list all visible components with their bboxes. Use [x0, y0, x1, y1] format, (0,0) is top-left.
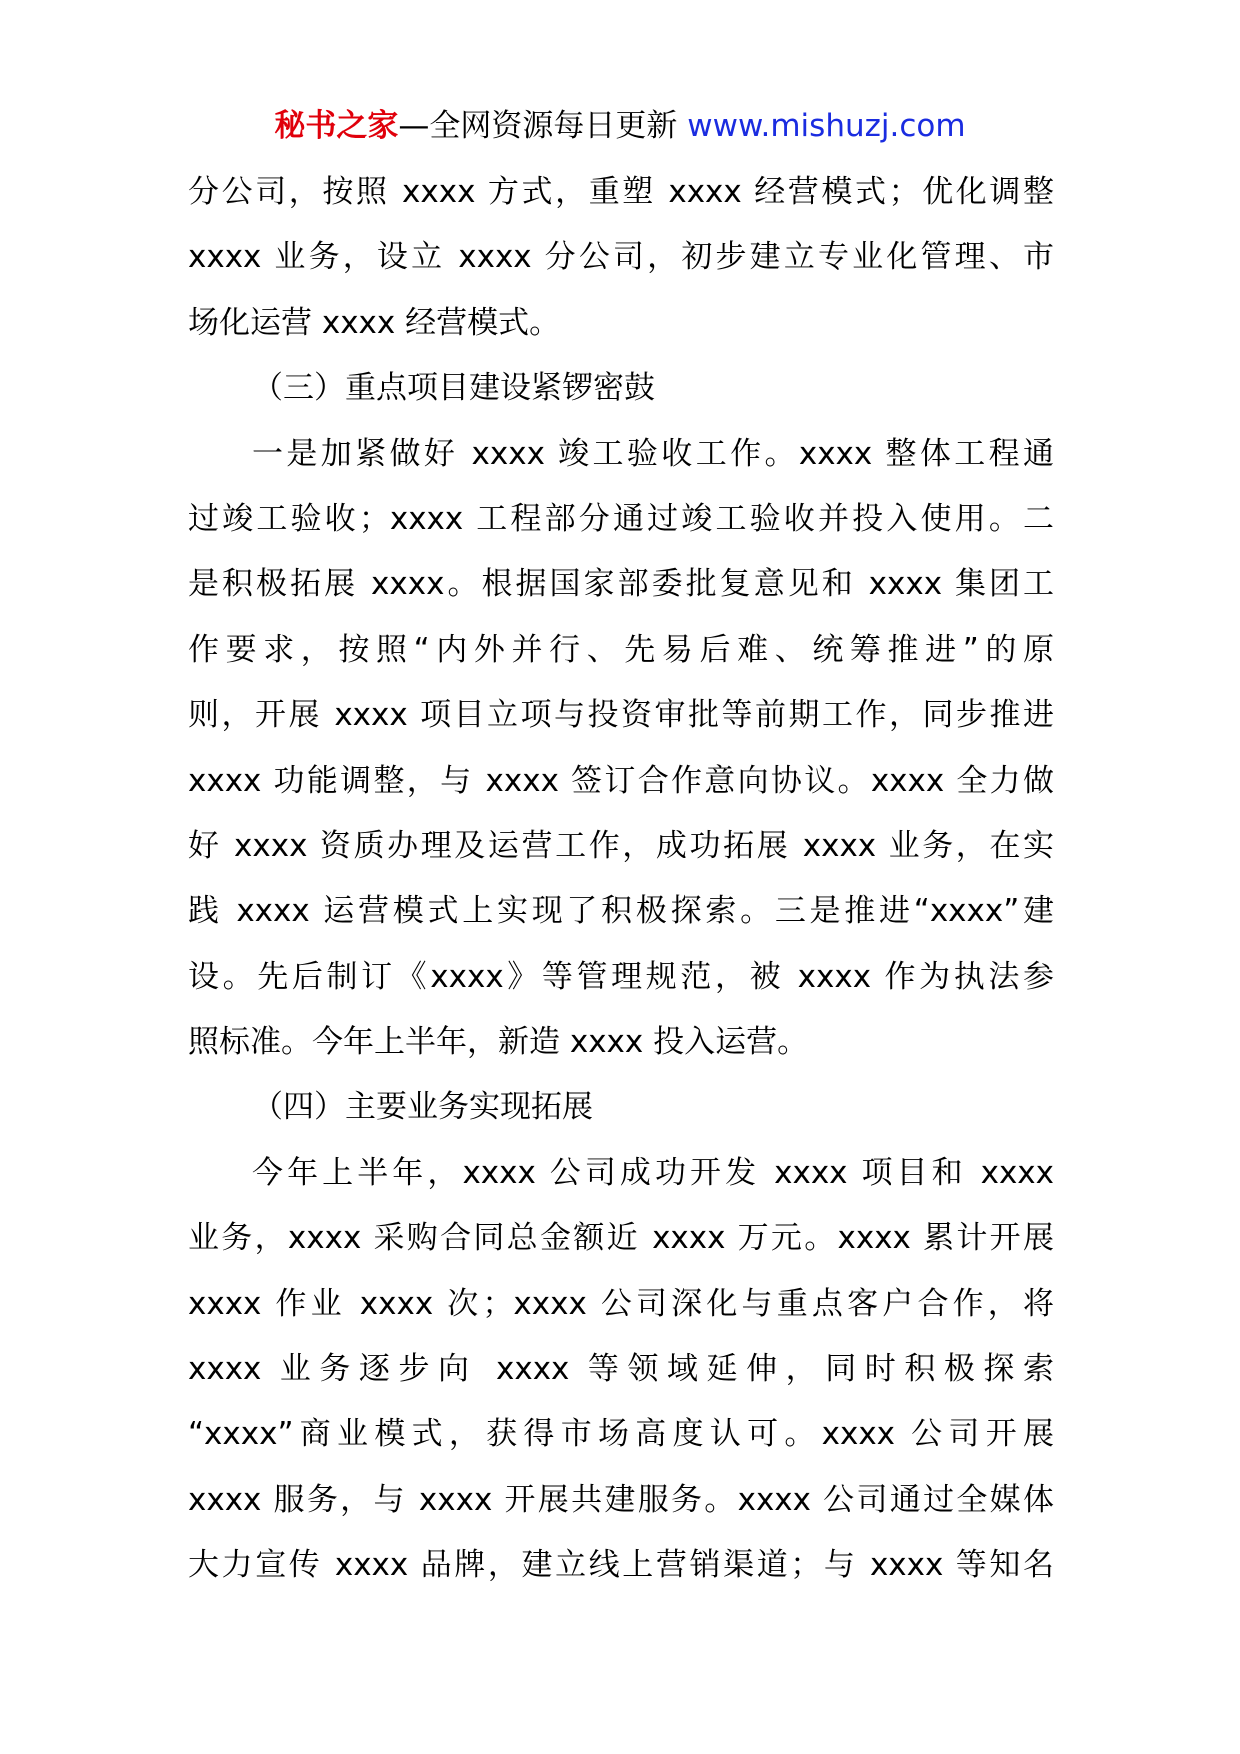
document-body: [188, 160, 1054, 1599]
body-line: 一是加紧做好 xxxx 竣工验收工作。xxxx 整体工程通: [252, 435, 1054, 472]
body-line: 分公司，按照 xxxx 方式，重塑 xxxx 经营模式；优化调整: [188, 174, 1054, 210]
body-line: xxxx 功能调整，与 xxxx 签订合作意向协议。xxxx 全力做: [188, 762, 1054, 799]
page-header: [0, 96, 1240, 156]
body-line: 业务，xxxx 采购合同总金额近 xxxx 万元。xxxx 累计开展: [188, 1220, 1054, 1257]
section-heading: （四）主要业务实现拓展: [252, 1089, 593, 1126]
site-url-link[interactable]: www.mishuzj.com: [687, 108, 966, 144]
body-line: xxxx 作业 xxxx 次；xxxx 公司深化与重点客户合作，将: [188, 1285, 1054, 1322]
body-line: 大力宣传 xxxx 品牌，建立线上营销渠道；与 xxxx 等知名: [188, 1547, 1054, 1584]
body-line: 今年上半年，xxxx 公司成功开发 xxxx 项目和 xxxx: [252, 1154, 1054, 1191]
body-line: 践 xxxx 运营模式上实现了积极探索。三是推进“xxxx”建: [188, 893, 1054, 930]
body-line: 照标准。今年上半年，新造 xxxx 投入运营。: [188, 1024, 809, 1061]
body-line: xxxx 业务逐步向 xxxx 等领域延伸，同时积极探索: [188, 1351, 1054, 1388]
body-line: 设。先后制订《xxxx》等管理规范，被 xxxx 作为执法参: [188, 958, 1054, 995]
body-line: 则，开展 xxxx 项目立项与投资审批等前期工作，同步推进: [188, 697, 1054, 734]
body-line: 好 xxxx 资质办理及运营工作，成功拓展 xxxx 业务，在实: [188, 827, 1054, 864]
body-line: 作要求，按照“内外并行、先易后难、统筹推进”的原: [188, 631, 1054, 668]
section-heading: （三）重点项目建设紧锣密鼓: [252, 370, 655, 407]
body-line: xxxx 服务，与 xxxx 开展共建服务。xxxx 公司通过全媒体: [188, 1481, 1054, 1518]
body-line: 场化运营 xxxx 经营模式。: [188, 304, 561, 341]
body-line: xxxx 业务，设立 xxxx 分公司，初步建立专业化管理、市: [188, 239, 1054, 276]
brand-name: 秘书之家: [274, 108, 399, 144]
body-line: 过竣工验收；xxxx 工程部分通过竣工验收并投入使用。二: [188, 500, 1054, 537]
body-line: 是积极拓展 xxxx。根据国家部委批复意见和 xxxx 集团工: [188, 566, 1054, 603]
body-line: “xxxx”商业模式，获得市场高度认可。xxxx 公司开展: [188, 1416, 1054, 1453]
header-tagline: —全网资源每日更新: [398, 108, 688, 144]
